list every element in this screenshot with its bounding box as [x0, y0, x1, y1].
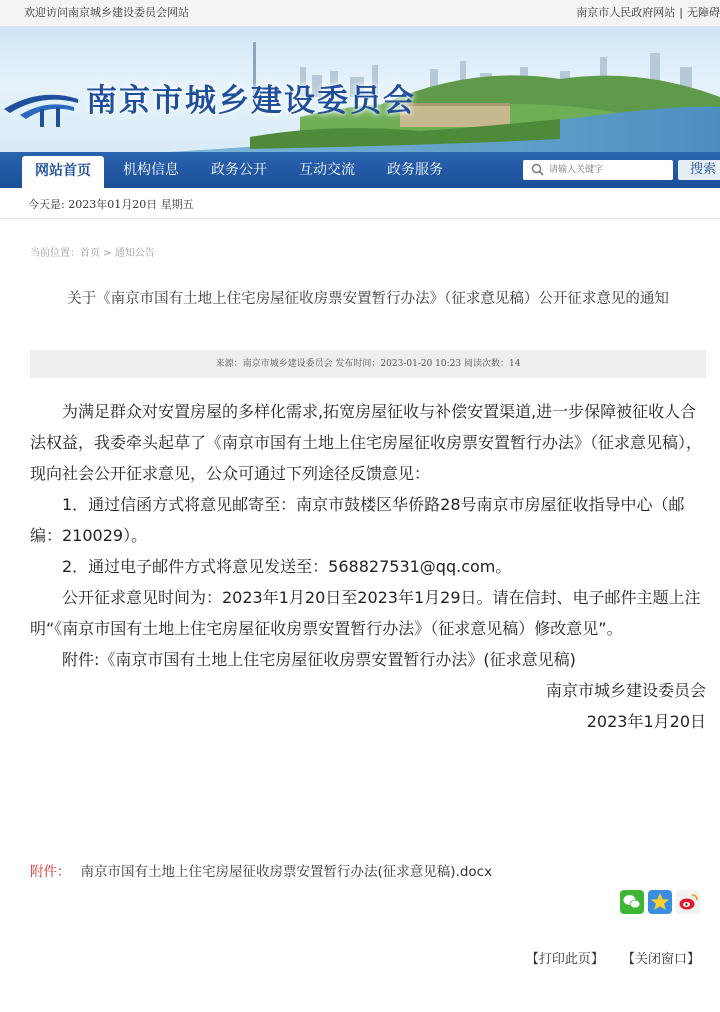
close-window-button[interactable]: 【关闭窗口】 — [621, 952, 700, 967]
article-paragraph-period: 公开征求意见时间为：2023年1月20日至2023年1月29日。请在信封、电子邮件主题上注明“《南京市国有土地上住宅房屋征收房票安置暂行办法》（征求意见稿）修改意见”。 — [30, 588, 701, 638]
site-logo-icon — [4, 95, 78, 127]
attachment-file-link[interactable]: 南京市国有土地上住宅房屋征收房票安置暂行办法(征求意见稿).docx — [80, 864, 493, 880]
article-sign-date: 2023年1月20日 — [586, 712, 706, 731]
nav-item-gov-service[interactable]: 政务服务 — [387, 162, 443, 178]
article-title: 关于《南京市国有土地上住宅房屋征收房票安置暂行办法》（征求意见稿）公开征求意见的通知 — [67, 291, 669, 307]
welcome-text: 欢迎访问南京城乡建设委员会网站 — [24, 6, 189, 19]
nav-item-gov-open[interactable]: 政务公开 — [211, 162, 267, 178]
article-signature: 南京市城乡建设委员会 — [545, 681, 706, 700]
article-paragraph-intro: 为满足群众对安置房屋的多样化需求,拓宽房屋征收与补偿安置渠道,进一步保障被征收人合法权益，我委牵头起草了《南京市国有土地上住宅房屋征收房票安置暂行办法》（征求意见稿），现向社会公开征求意见，公众可通过下列途径反馈意见： — [30, 402, 703, 483]
attachment-label: 附件： — [30, 864, 71, 880]
search-button[interactable]: 搜索 — [678, 160, 720, 180]
qzone-star-icon[interactable] — [648, 890, 672, 914]
top-link-divider: | — [679, 6, 683, 19]
date-bar — [0, 188, 720, 219]
article-paragraph-mail: 1．通过信函方式将意见邮寄至：南京市鼓楼区华侨路28号南京市房屋征收指导中心（邮编：210029）。 — [30, 495, 685, 545]
weibo-icon[interactable] — [676, 890, 700, 914]
search-input[interactable] — [549, 162, 667, 178]
search-icon — [531, 163, 544, 176]
page-actions — [512, 948, 700, 967]
wechat-icon[interactable] — [620, 890, 644, 914]
article-paragraph-attachment: 附件:《南京市国有土地上住宅房屋征收房票安置暂行办法》(征求意见稿) — [62, 650, 576, 669]
search-box — [523, 160, 673, 180]
article-paragraph-email: 2．通过电子邮件方式将意见发送至：568827531@qq.com。 — [62, 557, 512, 576]
gov-site-link[interactable]: 南京市人民政府网站 — [576, 6, 676, 19]
today-date: 今天是: 2023年01月20日 星期五 — [28, 198, 194, 211]
attachment-line — [30, 860, 492, 880]
top-right-links — [572, 0, 720, 26]
top-bar — [0, 0, 720, 27]
site-title: 南京市城乡建设委员会 — [86, 83, 416, 119]
article-meta: 来源：南京市城乡建设委员会 发布时间：2023-01-20 10:23 阅读次数：14 — [30, 350, 706, 378]
article-body — [30, 396, 706, 737]
nav-item-home[interactable]: 网站首页 — [22, 156, 104, 188]
nav-item-interaction[interactable]: 互动交流 — [299, 162, 355, 178]
nav-item-org-info[interactable]: 机构信息 — [123, 162, 179, 178]
header-banner — [0, 27, 720, 152]
breadcrumb[interactable]: 当前位置：首页 > 通知公告 — [30, 248, 155, 259]
print-page-button[interactable]: 【打印此页】 — [525, 952, 604, 967]
accessibility-link[interactable]: 无障碍 — [687, 6, 720, 19]
